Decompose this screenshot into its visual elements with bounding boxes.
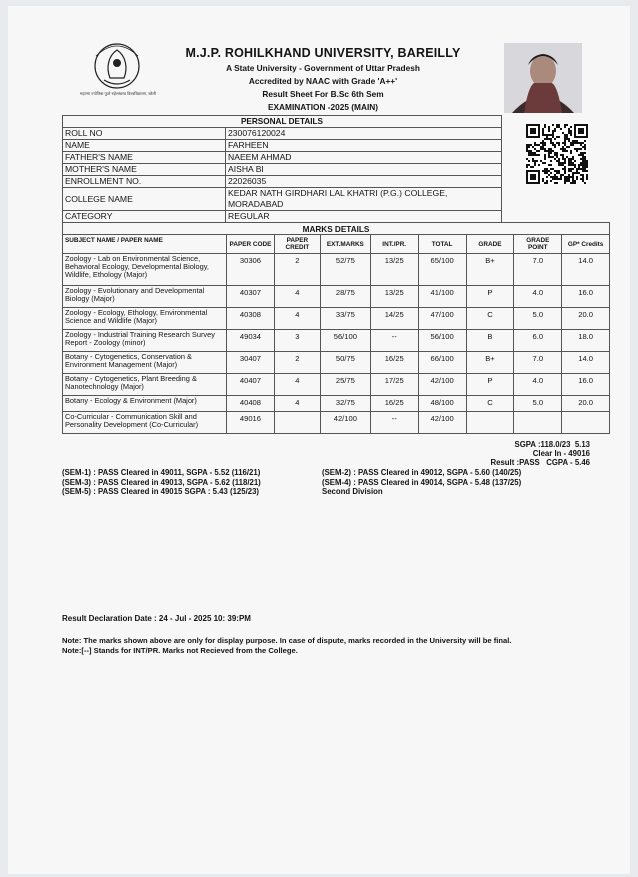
marks-cell-total: 41/100 [418, 286, 466, 308]
marks-cell-grade: C [466, 396, 514, 412]
note-2: Note:[--] Stands for INT/PR. Marks not Recieved from the College. [62, 645, 298, 655]
marks-cell-ext: 32/75 [320, 396, 370, 412]
personal-label: CATEGORY [63, 211, 226, 223]
marks-cell-grade: P [466, 286, 514, 308]
marks-cell-int: -- [370, 412, 418, 434]
marks-header-cell: GP* Credits [562, 235, 610, 254]
marks-cell-ext: 28/75 [320, 286, 370, 308]
personal-row [63, 188, 502, 211]
marks-cell-gp: 5.0 [514, 396, 562, 412]
personal-details-title: PERSONAL DETAILS [63, 116, 502, 128]
student-photo [504, 43, 582, 113]
marks-cell-ext: 25/75 [320, 374, 370, 396]
marks-table [62, 222, 610, 434]
marks-cell-grade: C [466, 308, 514, 330]
personal-row [63, 140, 502, 152]
marks-cell-credit: 2 [274, 352, 320, 374]
marks-cell-code: 40407 [227, 374, 275, 396]
marks-cell-credit: 2 [274, 254, 320, 286]
result-summary [490, 440, 590, 467]
marks-row [63, 352, 610, 374]
marks-row [63, 374, 610, 396]
declaration-date: Result Declaration Date : 24 - Jul - 2025 10: 39:PM [62, 614, 251, 623]
marks-cell-grade: B [466, 330, 514, 352]
header-line-1: A State University - Government of Uttar Pradesh [226, 63, 420, 73]
personal-row [63, 176, 502, 188]
marks-cell-credit: 4 [274, 308, 320, 330]
marks-cell-gp: 7.0 [514, 352, 562, 374]
marks-cell-int: -- [370, 330, 418, 352]
personal-label: MOTHER'S NAME [63, 164, 226, 176]
marks-cell-gp: 4.0 [514, 374, 562, 396]
marks-cell-credit: 4 [274, 396, 320, 412]
marks-cell-int: 16/25 [370, 352, 418, 374]
sem-2-result: (SEM-2) : PASS Cleared in 49012, SGPA - 5.60 (140/25) [322, 468, 522, 477]
personal-row [63, 128, 502, 140]
marks-cell-ext: 33/75 [320, 308, 370, 330]
logo-caption: महात्मा ज्योतिबा फुले रुहेलखण्ड विश्वविद्यालय, बरेली [79, 91, 157, 96]
result-sheet [8, 6, 630, 874]
marks-cell-subject: Zoology - Lab on Environmental Science, Behavioral Ecology, Developmental Biology, Wildlife, Ethology (Major) [63, 254, 227, 286]
marks-cell-ext: 56/100 [320, 330, 370, 352]
personal-value: KEDAR NATH GIRDHARI LAL KHATRI (P.G.) COLLEGE, MORADABAD [226, 188, 502, 211]
personal-value: AISHA BI [226, 164, 502, 176]
header-line-4: EXAMINATION -2025 (MAIN) [267, 102, 379, 112]
marks-cell-total: 42/100 [418, 374, 466, 396]
marks-cell-ext: 42/100 [320, 412, 370, 434]
marks-cell-int: 13/25 [370, 286, 418, 308]
personal-details-table [62, 115, 502, 223]
personal-row [63, 164, 502, 176]
marks-cell-gpc: 14.0 [562, 352, 610, 374]
division-text: Second Division [322, 487, 383, 496]
marks-cell-gp: 4.0 [514, 286, 562, 308]
marks-cell-gpc: 16.0 [562, 286, 610, 308]
marks-cell-gpc: 20.0 [562, 308, 610, 330]
marks-cell-subject: Botany - Cytogenetics, Conservation & Environment Management (Major) [63, 352, 227, 374]
marks-cell-gp: 5.0 [514, 308, 562, 330]
sgpa-value: 5.13 [574, 440, 590, 449]
marks-cell-ext: 50/75 [320, 352, 370, 374]
marks-cell-gp: 6.0 [514, 330, 562, 352]
marks-cell-total: 66/100 [418, 352, 466, 374]
marks-cell-code: 30407 [227, 352, 275, 374]
marks-row [63, 412, 610, 434]
marks-header-cell: PAPER CREDIT [274, 235, 320, 254]
personal-label: NAME [63, 140, 226, 152]
marks-cell-total: 47/100 [418, 308, 466, 330]
marks-header-cell: EXT.MARKS [320, 235, 370, 254]
marks-cell-total: 65/100 [418, 254, 466, 286]
marks-cell-gpc: 18.0 [562, 330, 610, 352]
marks-header-cell: PAPER CODE [227, 235, 275, 254]
sem-1-result: (SEM-1) : PASS Cleared in 49011, SGPA - 5.52 (116/21) [62, 468, 261, 477]
marks-cell-total: 42/100 [418, 412, 466, 434]
marks-cell-int: 17/25 [370, 374, 418, 396]
notes [62, 636, 602, 655]
marks-cell-grade: P [466, 374, 514, 396]
marks-header-cell: SUBJECT NAME / PAPER NAME [63, 235, 227, 254]
marks-row [63, 396, 610, 412]
marks-cell-subject: Co-Curricular - Communication Skill and Personality Development (Co-Curricular) [63, 412, 227, 434]
marks-cell-credit: 4 [274, 374, 320, 396]
marks-cell-code: 49034 [227, 330, 275, 352]
personal-value: FARHEEN [226, 140, 502, 152]
marks-cell-gpc: 16.0 [562, 374, 610, 396]
personal-value: NAEEM AHMAD [226, 152, 502, 164]
marks-cell-ext: 52/75 [320, 254, 370, 286]
marks-cell-gp: 7.0 [514, 254, 562, 286]
marks-cell-gpc: 20.0 [562, 396, 610, 412]
personal-row [63, 152, 502, 164]
marks-cell-code: 40408 [227, 396, 275, 412]
marks-header-cell: GRADE [466, 235, 514, 254]
marks-cell-grade [466, 412, 514, 434]
personal-value: 230076120024 [226, 128, 502, 140]
personal-label: ENROLLMENT NO. [63, 176, 226, 188]
note-1: Note: The marks shown above are only for display purpose. In case of dispute, marks recorded in the University will be final. [62, 636, 512, 645]
marks-cell-subject: Zoology - Ecology, Ethology, Environmental Science and Wildlife (Major) [63, 308, 227, 330]
marks-cell-credit: 4 [274, 286, 320, 308]
marks-cell-credit [274, 412, 320, 434]
marks-cell-credit: 3 [274, 330, 320, 352]
marks-cell-total: 56/100 [418, 330, 466, 352]
marks-cell-int: 13/25 [370, 254, 418, 286]
marks-cell-code: 40307 [227, 286, 275, 308]
marks-row [63, 286, 610, 308]
marks-header-cell: INT./PR. [370, 235, 418, 254]
cgpa-text: CGPA - 5.46 [546, 458, 590, 467]
marks-cell-gpc: 14.0 [562, 254, 610, 286]
marks-cell-code: 49016 [227, 412, 275, 434]
marks-row [63, 254, 610, 286]
sem-3-result: (SEM-3) : PASS Cleared in 49013, SGPA - 5.62 (118/21) [62, 477, 261, 487]
result-text: Result :PASS [490, 458, 540, 467]
marks-cell-int: 14/25 [370, 308, 418, 330]
personal-label: COLLEGE NAME [63, 188, 226, 211]
marks-cell-gpc [562, 412, 610, 434]
university-name: M.J.P. ROHILKHAND UNIVERSITY, BAREILLY [185, 46, 461, 60]
qr-code [526, 124, 588, 184]
sem-5-result: (SEM-5) : PASS Cleared in 49015 SGPA : 5.43 (125/23) [62, 487, 260, 496]
marks-header-cell: GRADE POINT [514, 235, 562, 254]
personal-value: REGULAR [226, 211, 502, 223]
marks-cell-grade: B+ [466, 352, 514, 374]
clear-in-text: Clear In - 49016 [532, 449, 590, 458]
header-line-3: Result Sheet For B.Sc 6th Sem [262, 89, 384, 99]
semester-results-left [62, 468, 261, 497]
semester-results-right [322, 468, 521, 497]
marks-cell-total: 48/100 [418, 396, 466, 412]
personal-label: FATHER'S NAME [63, 152, 226, 164]
marks-header-cell: TOTAL [418, 235, 466, 254]
personal-label: ROLL NO [63, 128, 226, 140]
personal-row [63, 211, 502, 223]
personal-value: 22026035 [226, 176, 502, 188]
header-block [158, 46, 488, 112]
marks-cell-int: 16/25 [370, 396, 418, 412]
marks-cell-code: 30306 [227, 254, 275, 286]
header-line-2: Accredited by NAAC with Grade 'A++' [248, 76, 398, 86]
marks-cell-gp [514, 412, 562, 434]
marks-cell-subject: Zoology - Evolutionary and Developmental Biology (Major) [63, 286, 227, 308]
marks-cell-subject: Botany - Ecology & Environment (Major) [63, 396, 227, 412]
sgpa-text: SGPA :118.0/23 [514, 440, 571, 449]
sem-4-result: (SEM-4) : PASS Cleared in 49014, SGPA - 5.48 (137/25) [322, 477, 522, 487]
marks-row [63, 330, 610, 352]
marks-cell-subject: Zoology - Industrial Training Research Survey Report - Zoology (minor) [63, 330, 227, 352]
marks-details-title: MARKS DETAILS [63, 223, 610, 235]
marks-row [63, 308, 610, 330]
marks-cell-code: 40308 [227, 308, 275, 330]
marks-cell-subject: Botany - Cytogenetics, Plant Breeding & Nanotechnology (Major) [63, 374, 227, 396]
marks-cell-grade: B+ [466, 254, 514, 286]
